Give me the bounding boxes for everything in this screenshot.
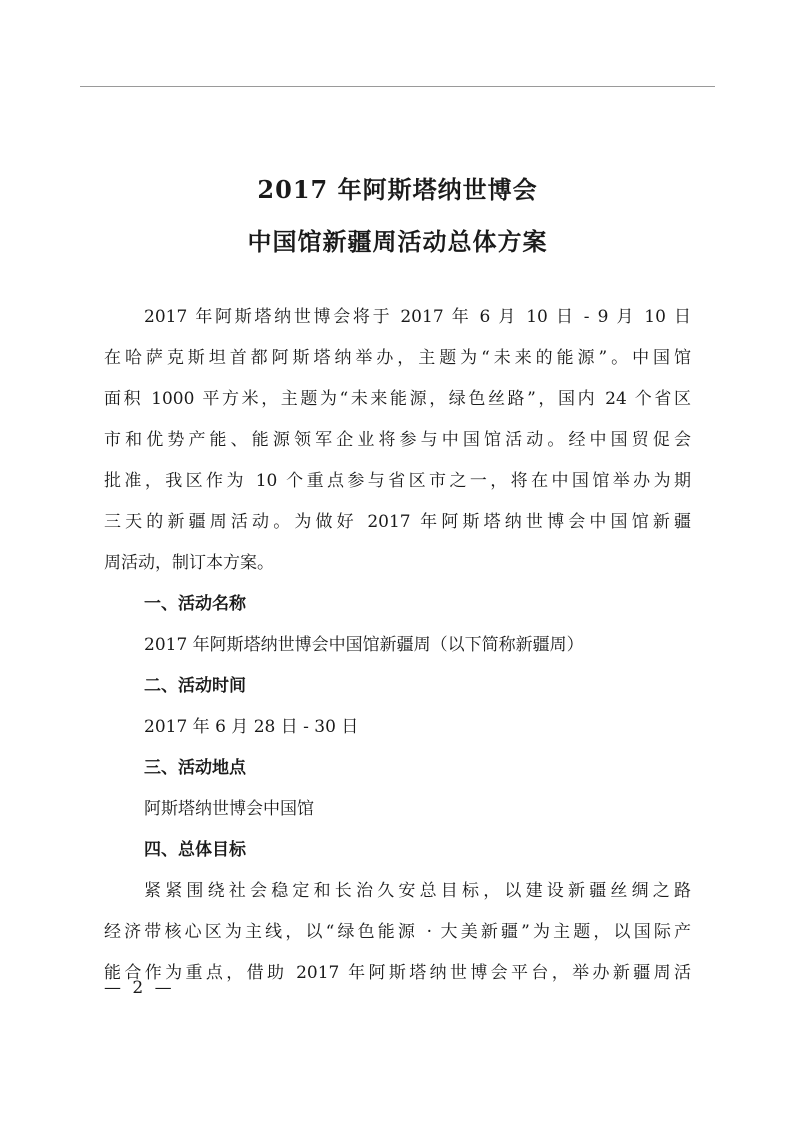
section-text-activity-name: 2017 年阿斯塔纳世博会中国馆新疆周（以下简称新疆周） (144, 635, 584, 655)
intro-line-2: 在哈萨克斯坦首都阿斯塔纳举办，主题为“未来的能源”。中国馆 (104, 348, 691, 368)
goal-line-1: 紧紧围绕社会稳定和长治久安总目标，以建设新疆丝绸之路 (144, 881, 691, 901)
intro-line-1: 2017 年阿斯塔纳世博会将于 2017 年 6 月 10 日 - 9 月 10 日 (144, 307, 691, 327)
document-title-line-2: 中国馆新疆周活动总体方案 (247, 227, 548, 256)
section-heading-activity-name: 一、活动名称 (144, 594, 246, 614)
section-heading-overall-goal: 四、总体目标 (144, 840, 246, 860)
section-text-activity-location: 阿斯塔纳世博会中国馆 (144, 799, 314, 819)
intro-line-6: 三天的新疆周活动。为做好 2017 年阿斯塔纳世博会中国馆新疆 (104, 512, 691, 532)
header-rule (80, 86, 715, 87)
goal-line-3: 能合作为重点，借助 2017 年阿斯塔纳世博会平台，举办新疆周活 (104, 963, 691, 983)
page-number: — 2 — (104, 978, 175, 998)
intro-line-4: 市和优势产能、能源领军企业将参与中国馆活动。经中国贸促会 (104, 430, 691, 450)
document-title-line-1: 2017 年阿斯塔纳世博会 (257, 175, 538, 204)
section-text-activity-time: 2017 年 6 月 28 日 - 30 日 (144, 717, 359, 737)
intro-line-3: 面积 1000 平方米，主题为“未来能源，绿色丝路”，国内 24 个省区 (104, 389, 691, 409)
goal-line-2: 经济带核心区为主线，以“绿色能源 · 大美新疆”为主题，以国际产 (104, 922, 691, 942)
section-heading-activity-location: 三、活动地点 (144, 758, 246, 778)
section-heading-activity-time: 二、活动时间 (144, 676, 246, 696)
intro-line-7: 周活动，制订本方案。 (104, 553, 274, 573)
intro-line-5: 批准，我区作为 10 个重点参与省区市之一，将在中国馆举办为期 (104, 471, 691, 491)
